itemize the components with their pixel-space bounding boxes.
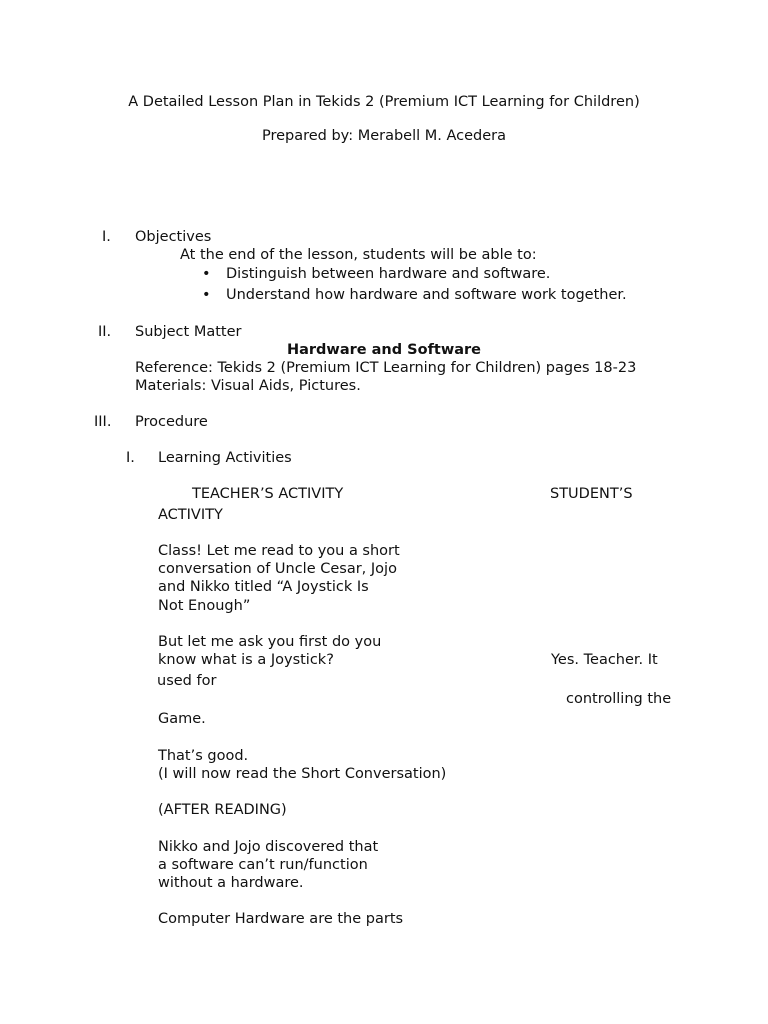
objectives-intro: At the end of the lesson, students will be able to: bbox=[180, 247, 537, 263]
teacher-activity-header: TEACHER’S ACTIVITY bbox=[192, 486, 344, 502]
objective-item: Distinguish between hardware and software. bbox=[226, 266, 551, 282]
teacher-line: (AFTER READING) bbox=[158, 802, 287, 818]
objective-item: Understand how hardware and software work together. bbox=[226, 287, 627, 303]
teacher-line: (I will now read the Short Conversation) bbox=[158, 766, 447, 782]
objectives-numeral: I. bbox=[102, 229, 111, 245]
subject-matter-heading: Subject Matter bbox=[135, 324, 242, 340]
teacher-line: Not Enough” bbox=[158, 598, 251, 614]
prepared-by: Prepared by: Merabell M. Acedera bbox=[261, 128, 507, 144]
teacher-line: and Nikko titled “A Joystick Is bbox=[158, 579, 369, 595]
teacher-line: know what is a Joystick? bbox=[158, 652, 334, 668]
reference-line: Reference: Tekids 2 (Premium ICT Learning for Children) pages 18-23 bbox=[135, 360, 637, 376]
teacher-line: conversation of Uncle Cesar, Jojo bbox=[158, 561, 397, 577]
document-title: A Detailed Lesson Plan in Tekids 2 (Premium ICT Learning for Children) bbox=[128, 94, 640, 110]
teacher-line: Nikko and Jojo discovered that bbox=[158, 839, 379, 855]
procedure-numeral: III. bbox=[94, 414, 112, 430]
learning-activities-numeral: I. bbox=[126, 450, 135, 466]
objectives-heading: Objectives bbox=[135, 229, 212, 245]
teacher-line: a software can’t run/function bbox=[158, 857, 368, 873]
bullet-icon: • bbox=[202, 266, 211, 282]
teacher-line: That’s good. bbox=[158, 748, 249, 764]
topic-title: Hardware and Software bbox=[286, 342, 481, 358]
subject-matter-numeral: II. bbox=[98, 324, 112, 340]
bullet-icon: • bbox=[202, 287, 211, 303]
student-line: Yes. Teacher. It bbox=[551, 652, 658, 668]
procedure-heading: Procedure bbox=[135, 414, 208, 430]
teacher-line: But let me ask you first do you bbox=[158, 634, 382, 650]
student-line: used for bbox=[157, 673, 217, 689]
student-activity-header: STUDENT’S bbox=[550, 486, 633, 502]
student-line: Game. bbox=[158, 711, 206, 727]
teacher-line: Computer Hardware are the parts bbox=[158, 911, 404, 927]
student-line: controlling the bbox=[566, 691, 672, 707]
learning-activities-heading: Learning Activities bbox=[158, 450, 292, 466]
teacher-line: Class! Let me read to you a short bbox=[158, 543, 400, 559]
activity-header-wrap: ACTIVITY bbox=[158, 507, 223, 523]
teacher-line: without a hardware. bbox=[158, 875, 304, 891]
materials-line: Materials: Visual Aids, Pictures. bbox=[135, 378, 361, 394]
